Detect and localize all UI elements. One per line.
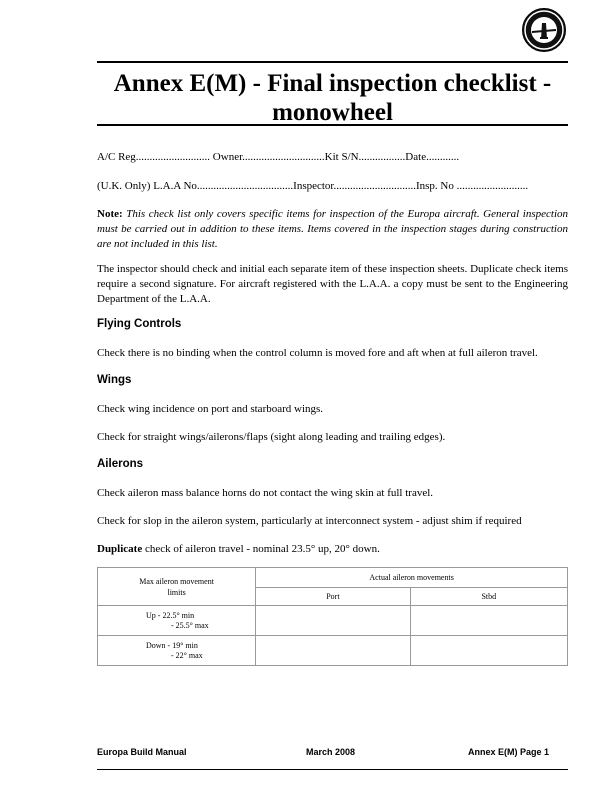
header-max-limits-line2: limits [167,587,186,597]
form-line-registration: A/C Reg........................... Owner..............................Kit S/N.................Date............ [97,151,460,163]
note-label: Note: [97,208,123,220]
column-header-port: Port [256,588,410,606]
header-actual-movements: Actual aileron movements [256,568,568,588]
header-max-limits [98,568,256,606]
port-down-entry[interactable] [256,636,410,666]
stbd-up-entry[interactable] [410,606,567,636]
check-item-slop: Check for slop in the aileron system, particularly at interconnect system - adjust shim if required [97,515,522,527]
header-max-limits-line1: Max aileron movement [139,576,214,586]
limit-down-min: Down - 19° min [146,640,198,650]
intro-paragraph: The inspector should check and initial each separate item of these inspection sheets. Duplicate check items require a second signature. For aircraft registered with the L.A.A. a copy must be sent to the Engineering Department of the L.A.A. [97,263,568,305]
title-line-1: Annex E(M) - Final inspection checklist - [113,70,552,97]
section-heading-wings: Wings [97,374,132,386]
aircraft-seal-icon [523,9,565,51]
check-item-straight-wings: Check for straight wings/ailerons/flaps (sight along leading and trailing edges). [97,431,446,443]
limit-down-max: - 22° max [171,650,203,660]
limit-cell-down [98,636,256,666]
page-title [97,69,568,127]
check-item-binding: Check there is no binding when the control column is moved fore and aft when at full aileron travel. [97,347,538,359]
check-item-incidence: Check wing incidence on port and starboard wings. [97,403,324,415]
section-heading-ailerons: Ailerons [97,458,144,470]
section-heading-flying-controls: Flying Controls [97,318,182,330]
europa-logo [522,8,566,52]
footer-date: March 2008 [306,747,356,757]
table-row [98,606,568,636]
port-up-entry[interactable] [256,606,410,636]
footer-rule [97,769,568,770]
title-top-rule [97,61,568,63]
table-row [98,636,568,666]
duplicate-label: Duplicate [97,543,143,555]
form-line-laa: (U.K. Only) L.A.A No...................................Inspector..............................Insp. No .......................... [97,180,529,192]
note-text: This check list only covers specific items for inspection of the Europa aircraft. General inspection must be carried out in addition to these items. Items covered in the inspection stages during construction are not included in this list. [97,208,568,250]
stbd-down-entry[interactable] [410,636,567,666]
limit-up-max: - 25.5° max [171,620,209,630]
limit-up-min: Up - 22.5° min [146,610,195,620]
limit-cell-up [98,606,256,636]
footer-manual-title: Europa Build Manual [97,747,187,757]
title-line-2: monowheel [272,99,393,126]
column-header-stbd: Stbd [410,588,567,606]
check-item-duplicate [97,543,380,555]
aileron-movement-table [97,567,568,666]
title-bottom-rule [97,124,568,126]
check-item-mass-balance: Check aileron mass balance horns do not contact the wing skin at full travel. [97,487,434,499]
footer-page-number: Annex E(M) Page 1 [468,747,550,757]
duplicate-text: check of aileron travel - nominal 23.5° up, 20° down. [142,543,380,555]
note-paragraph [97,207,568,252]
